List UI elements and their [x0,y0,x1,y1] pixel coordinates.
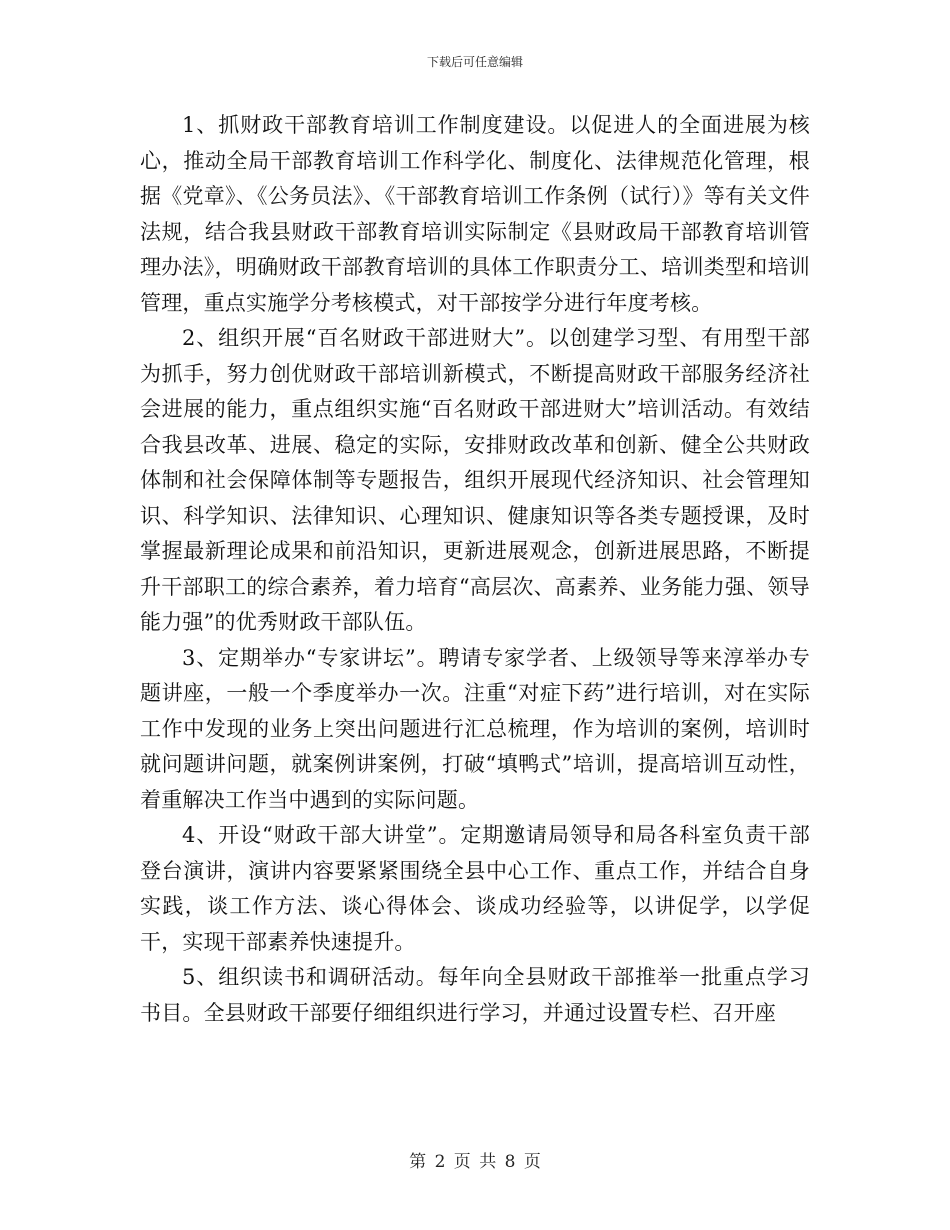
document-body [140,108,810,1031]
page-header: 下载后可任意编辑 [426,55,523,69]
paragraph-5: 5、组织读书和调研活动。每年向全县财政干部推举一批重点学习书目。全县财政干部要仔细组织进行学习，并通过设置专栏、召开座 [140,965,810,1025]
paragraph-1: 1、抓财政干部教育培训工作制度建设。以促进人的全面进展为核心，推动全局干部教育培训工作科学化、制度化、法律规范化管理，根据《党章》、《公务员法》、《干部教育培训工作条例（试行）》等有关文件法规，结合我县财政干部教育培训实际制定《县财政局干部教育培训管理办法》，明确财政干部教育培训的具体工作职责分工、培训类型和培训管理，重点实施学分考核模式，对干部按学分进行年度考核。 [140,113,810,315]
page-number-footer: 第 2 页 共 8 页 [409,1152,541,1172]
paragraph-3: 3、定期举办“专家讲坛”。聘请专家学者、上级领导等来淳举办专题讲座，一般一个季度举办一次。注重“对症下药”进行培训，对在实际工作中发现的业务上突出问题进行汇总梳理，作为培训的案例，培训时就问题讲问题，就案例讲案例，打破“填鸭式”培训，提高培训互动性，着重解决工作当中遇到的实际问题。 [140,645,810,812]
paragraph-2: 2、组织开展“百名财政干部进财大”。以创建学习型、有用型干部为抓手，努力创优财政干部培训新模式，不断提高财政干部服务经济社会进展的能力，重点组织实施“百名财政干部进财大”培训活动。有效结合我县改革、进展、稳定的实际，安排财政改革和创新、健全公共财政体制和社会保障体制等专题报告，组织开展现代经济知识、社会管理知识、科学知识、法律知识、心理知识、健康知识等各类专题授课，及时掌握最新理论成果和前沿知识，更新进展观念，创新进展思路，不断提升干部职工的综合素养，着力培育“高层次、高素养、业务能力强、领导能力强”的优秀财政干部队伍。 [140,326,810,634]
paragraph-4: 4、开设“财政干部大讲堂”。定期邀请局领导和局各科室负责干部登台演讲，演讲内容要紧紧围绕全县中心工作、重点工作，并结合自身实践，谈工作方法、谈心得体会、谈成功经验等，以讲促学，以学促干，实现干部素养快速提升。 [140,823,810,954]
